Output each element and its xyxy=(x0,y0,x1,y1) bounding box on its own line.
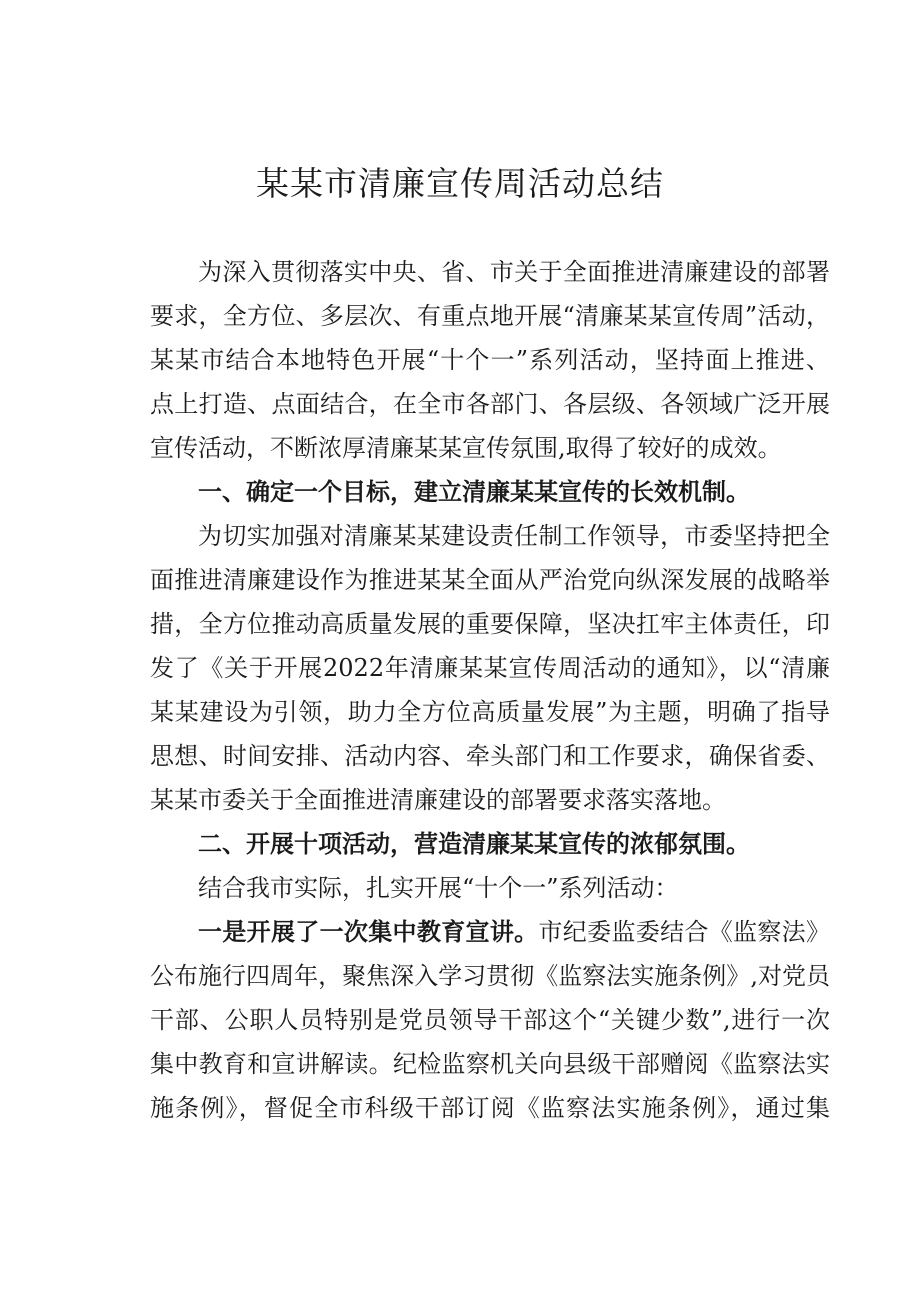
paragraph-line: 干部、公职人员特别是党员领导干部这个“关键少数”,进行一次 xyxy=(150,1006,830,1034)
paragraph-line: 结合我市实际，扎实开展“十个一”系列活动： xyxy=(198,874,679,902)
paragraph-line: 某某市委关于全面推进清廉建设的部署要求落实落地。 xyxy=(150,786,726,814)
section-heading: 一、确定一个目标，建立清廉某某宣传的长效机制。 xyxy=(198,478,750,506)
paragraph-line: 某某建设为引领，助力全方位高质量发展”为主题，明确了指导 xyxy=(150,698,830,726)
paragraph-line: 要求，全方位、多层次、有重点地开展“清廉某某宣传周”活动， xyxy=(150,302,830,330)
paragraph-line: 为切实加强对清廉某某建设责任制工作领导，市委坚持把全 xyxy=(198,522,830,550)
item-text: 市纪委监委结合《监察法》 xyxy=(538,918,830,946)
paragraph-line: 宣传活动，不断浓厚清廉某某宣传氛围,取得了较好的成效。 xyxy=(150,434,782,462)
paragraph-line: 集中教育和宣讲解读。纪检监察机关向县级干部赠阅《监察法实 xyxy=(150,1050,830,1078)
paragraph-line: 某某市结合本地特色开展“十个一”系列活动，坚持面上推进、 xyxy=(150,346,830,374)
paragraph-line: 公布施行四周年，聚焦深入学习贯彻《监察法实施条例》,对党员 xyxy=(150,962,830,990)
paragraph-line: 措，全方位推动高质量发展的重要保障，坚决扛牢主体责任，印 xyxy=(150,610,830,638)
section-heading: 二、开展十项活动，营造清廉某某宣传的浓郁氛围。 xyxy=(198,830,750,858)
item-lead: 一是开展了一次集中教育宣讲。 xyxy=(198,917,539,946)
paragraph-line: 思想、时间安排、活动内容、牵头部门和工作要求，确保省委、 xyxy=(150,742,830,770)
document-title: 某某市清廉宣传周活动总结 xyxy=(256,164,664,203)
paragraph-line: 点上打造、点面结合，在全市各部门、各层级、各领域广泛开展 xyxy=(150,390,830,418)
paragraph-line: 发了《关于开展2022年清廉某某宣传周活动的通知》，以“清廉 xyxy=(150,654,830,682)
paragraph-line xyxy=(198,916,830,948)
paragraph-line: 施条例》，督促全市科级干部订阅《监察法实施条例》，通过集 xyxy=(150,1094,830,1122)
paragraph-line: 为深入贯彻落实中央、省、市关于全面推进清廉建设的部署 xyxy=(198,258,830,286)
paragraph-line: 面推进清廉建设作为推进某某全面从严治党向纵深发展的战略举 xyxy=(150,566,830,594)
